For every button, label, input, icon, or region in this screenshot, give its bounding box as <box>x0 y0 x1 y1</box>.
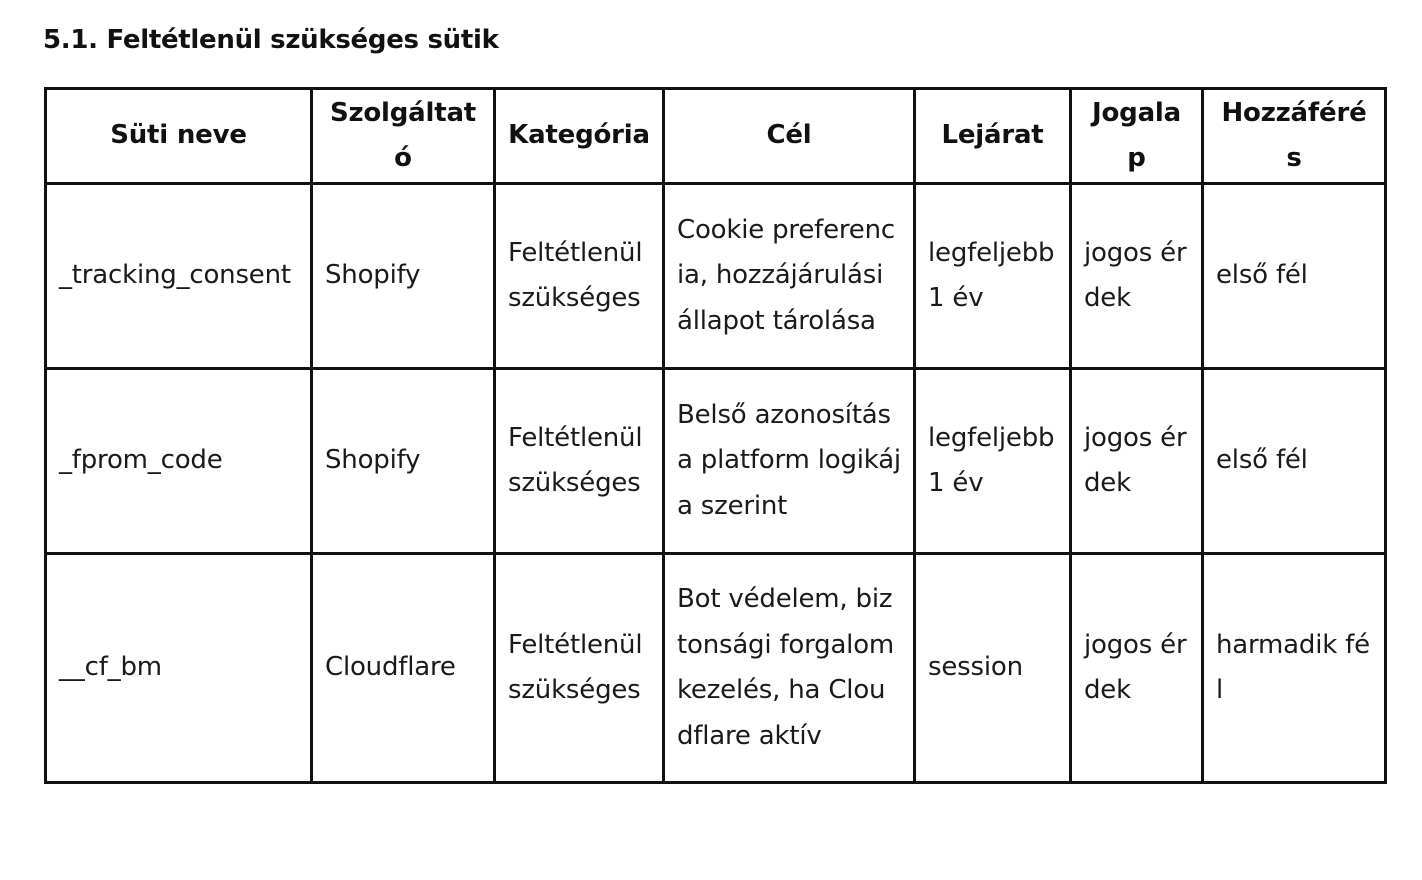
cell-cookie-name: _tracking_consent <box>46 184 312 369</box>
header-legal-basis: Jogalap <box>1071 89 1203 184</box>
header-purpose: Cél <box>664 89 915 184</box>
cell-cookie-name: _fprom_code <box>46 369 312 554</box>
cell-cookie-name: __cf_bm <box>46 554 312 783</box>
cell-expiry: legfeljebb 1 év <box>915 184 1071 369</box>
cell-expiry: legfeljebb 1 év <box>915 369 1071 554</box>
header-expiry: Lejárat <box>915 89 1071 184</box>
cell-legal-basis: jogos érdek <box>1071 184 1203 369</box>
header-cookie-name: Süti neve <box>46 89 312 184</box>
cell-provider: Shopify <box>312 369 495 554</box>
cell-expiry: session <box>915 554 1071 783</box>
cell-legal-basis: jogos érdek <box>1071 369 1203 554</box>
table-header-row <box>46 89 1386 184</box>
cookie-table <box>44 87 1387 784</box>
cell-category: Feltétlenül szükséges <box>495 554 664 783</box>
table-row <box>46 184 1386 369</box>
cell-category: Feltétlenül szükséges <box>495 184 664 369</box>
header-access: Hozzáférés <box>1203 89 1386 184</box>
cell-provider: Shopify <box>312 184 495 369</box>
cell-access: első fél <box>1203 369 1386 554</box>
cell-provider: Cloudflare <box>312 554 495 783</box>
table-row <box>46 554 1386 783</box>
cell-access: első fél <box>1203 184 1386 369</box>
cell-category: Feltétlenül szükséges <box>495 369 664 554</box>
cell-legal-basis: jogos érdek <box>1071 554 1203 783</box>
table-row <box>46 369 1386 554</box>
section-title: 5.1. Feltétlenül szükséges sütik <box>43 25 499 55</box>
cell-access: harmadik fél <box>1203 554 1386 783</box>
header-category: Kategória <box>495 89 664 184</box>
cell-purpose: Belső azonosítás a platform logikája szerint <box>664 369 915 554</box>
cell-purpose: Cookie preferencia, hozzájárulási állapot tárolása <box>664 184 915 369</box>
header-provider: Szolgáltató <box>312 89 495 184</box>
cell-purpose: Bot védelem, biztonsági forgalomkezelés, ha Cloudflare aktív <box>664 554 915 783</box>
